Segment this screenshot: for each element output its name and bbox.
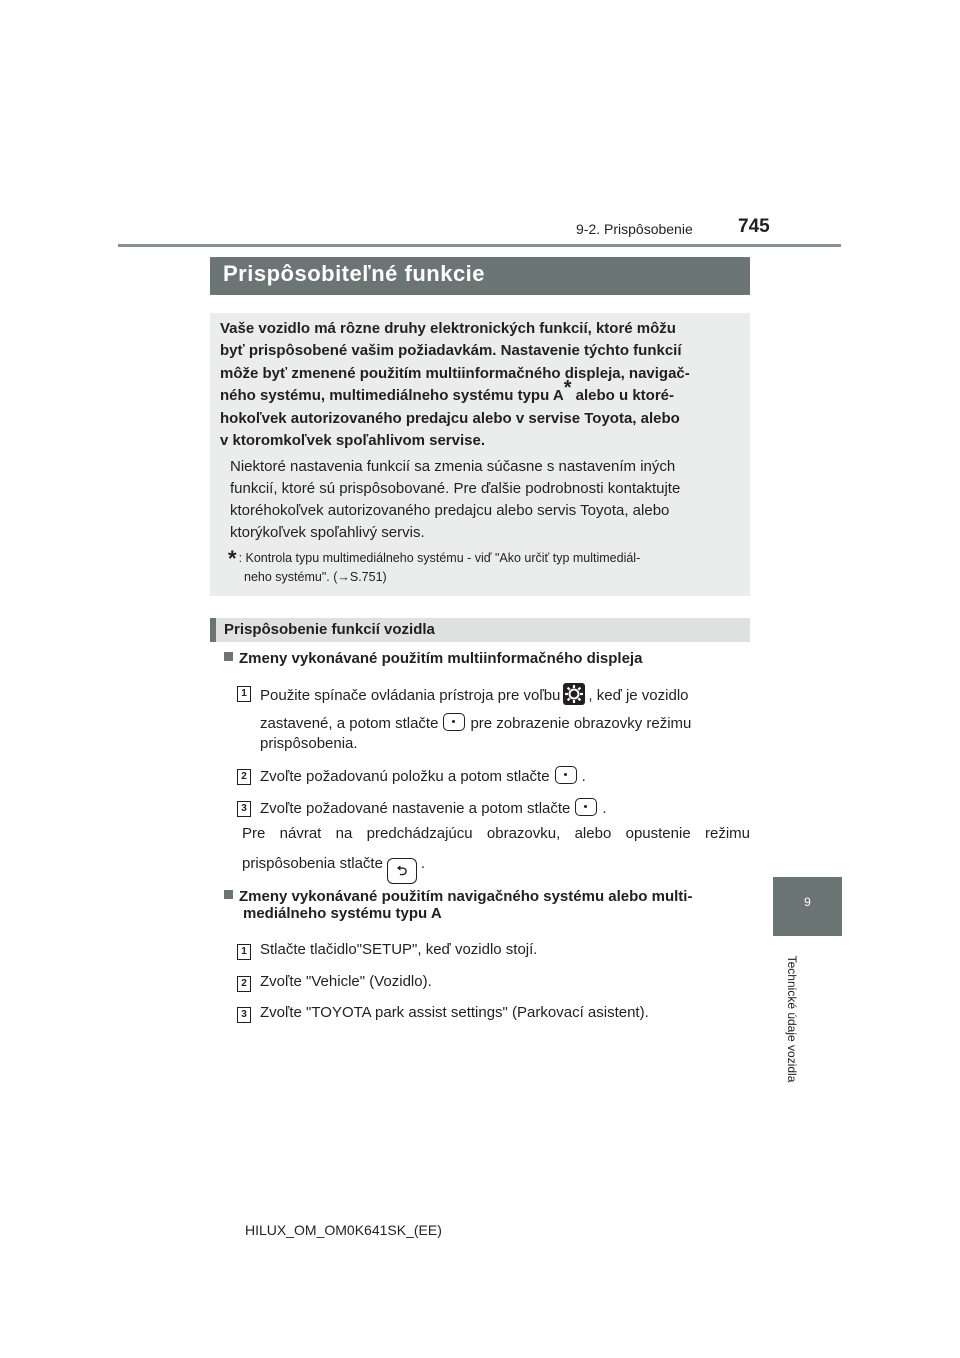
intro-line: môže byť zmenené použitím multiinformačného displeja, navigač-: [220, 364, 690, 382]
intro-line: ného systému, multimediálneho systému typu A: [220, 387, 564, 405]
section1-step2: [260, 766, 586, 785]
footnote: [228, 546, 740, 587]
step-number-3: 3: [237, 1007, 251, 1023]
intro-normal-text: [230, 456, 740, 544]
step-number-1: 1: [237, 944, 251, 960]
section2-heading: [224, 888, 750, 922]
intro-line: Niektoré nastavenia funkcií sa zmenia súčasne s nastavením iných: [230, 458, 676, 475]
chapter-label: [781, 943, 803, 1103]
intro-line: Vaše vozidlo má rôzne druhy elektronických funkcií, ktoré môžu: [220, 320, 676, 337]
step-text: .: [602, 800, 607, 817]
intro-line: v ktoromkoľvek spoľahlivom servise.: [220, 432, 486, 450]
footnote-line: neho systému". (→S.751): [244, 570, 387, 584]
section2-step3: Zvoľte "TOYOTA park assist settings" (Parkovací asistent).: [260, 1004, 649, 1021]
section2-heading-text: Zmeny vykonávané použitím navigačného systému alebo multi-: [239, 888, 693, 905]
enter-button-icon: [575, 798, 597, 816]
section1-step1-line3: prispôsobenia.: [260, 735, 358, 752]
footnote-star: *: [563, 377, 572, 400]
enter-button-icon: [443, 713, 465, 731]
intro-line: ktorýkoľvek spoľahlivý servis.: [230, 524, 425, 541]
settings-gear-icon: [563, 683, 585, 705]
step-text: Zvoľte požadovanú položku a potom stlačte: [260, 768, 550, 785]
back-button-icon: ⮌: [387, 858, 417, 884]
bullet-square-icon: [224, 890, 233, 899]
section2-step2: Zvoľte "Vehicle" (Vozidlo).: [260, 973, 432, 990]
section1-step3: [260, 798, 607, 817]
section1-note-line2: [242, 855, 425, 884]
section2-heading-text: mediálneho systému typu A: [243, 905, 442, 922]
chapter-tab: [773, 877, 842, 936]
step-text: Zvoľte požadované nastavenie a potom stlačte: [260, 800, 571, 817]
step-text: zastavené, a potom stlačte: [260, 715, 439, 732]
footnote-star: *: [228, 546, 237, 571]
intro-line: byť prispôsobené vašim požiadavkám. Nastavenie týchto funkcií: [220, 342, 682, 360]
section2-step1: Stlačte tlačidlo"SETUP", keď vozidlo stojí.: [260, 941, 538, 958]
step-number-3: 3: [237, 801, 251, 817]
intro-line: funkcií, ktoré sú prispôsobované. Pre ďalšie podrobnosti kontaktujte: [230, 480, 681, 497]
subheading-bar: [210, 618, 750, 642]
step-text: pre zobrazenie obrazovky režimu: [470, 715, 692, 732]
intro-bold-text: [220, 318, 740, 452]
chapter-number: 9: [804, 895, 811, 909]
page-title: Prispôsobiteľné funkcie: [223, 261, 486, 286]
page-number: 745: [738, 216, 770, 237]
enter-button-icon: [555, 766, 577, 784]
section1-note-line1: Pre návrat na predchádzajúcu obrazovku, alebo opustenie režimu: [242, 825, 750, 842]
note-text: prispôsobenia stlačte: [242, 855, 383, 872]
footnote-line: : Kontrola typu multimediálneho systému - viď "Ako určiť typ multimediál-: [238, 551, 641, 565]
subheading: Prispôsobenie funkcií vozidla: [224, 621, 435, 638]
section1-heading: [224, 650, 642, 667]
step-text: , keď je vozidlo: [588, 687, 689, 704]
intro-line: ktoréhokoľvek autorizovaného predajcu alebo servis Toyota, alebo: [230, 502, 670, 519]
step-number-2: 2: [237, 976, 251, 992]
step-text: Použite spínače ovládania prístroja pre voľbu: [260, 687, 561, 704]
section1-step1-line1: [260, 683, 750, 705]
footer-doc-id: HILUX_OM_OM0K641SK_(EE): [245, 1222, 442, 1238]
step-number-1: 1: [237, 686, 251, 702]
note-text: .: [420, 855, 426, 872]
section1-heading-text: Zmeny vykonávané použitím multiinformačného displeja: [239, 650, 643, 667]
section1-step1-line2: [260, 713, 750, 732]
intro-line: hokoľvek autorizovaného predajcu alebo v servise Toyota, alebo: [220, 409, 680, 427]
bullet-square-icon: [224, 652, 233, 661]
intro-line: alebo u ktoré-: [571, 387, 675, 405]
header-rule: [118, 244, 841, 247]
chapter-label-text: Technické údaje vozidla: [785, 955, 799, 1083]
title-bar: [210, 257, 750, 295]
header-section: 9-2. Prispôsobenie: [576, 221, 693, 237]
step-text: .: [581, 768, 586, 785]
step-number-2: 2: [237, 769, 251, 785]
